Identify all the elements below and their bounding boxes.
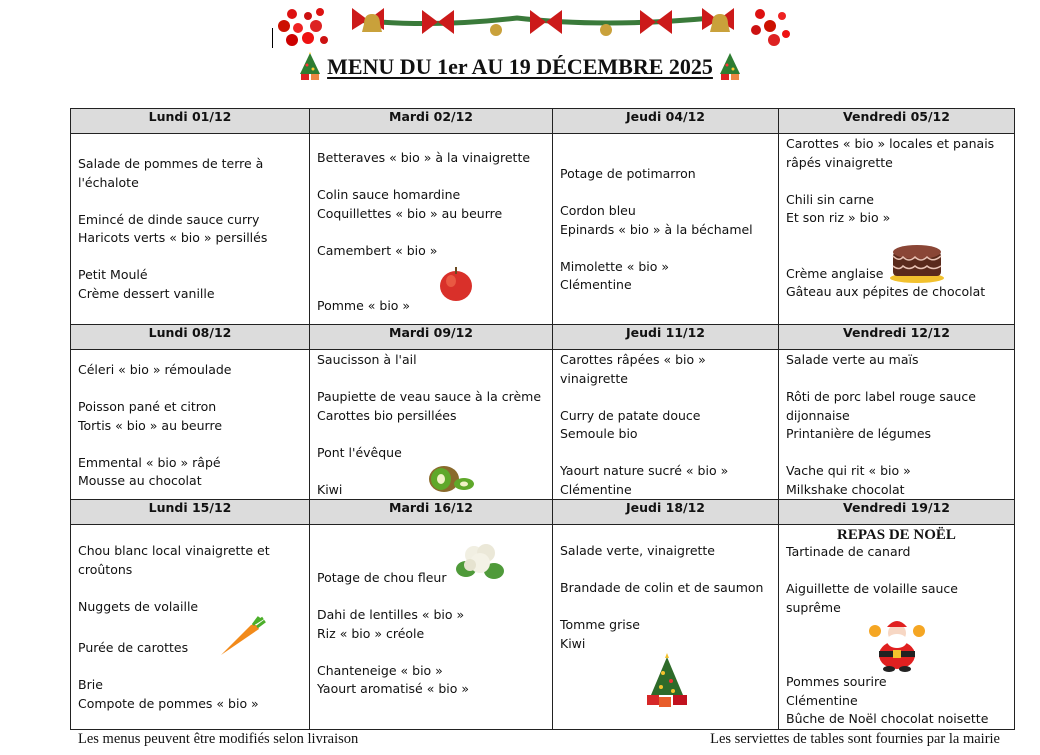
footer-note-right: Les serviettes de tables sont fournies par la mairie: [710, 731, 1000, 747]
day-header: Vendredi 12/12: [779, 325, 1015, 350]
menu-items: [560, 165, 774, 295]
menu-item: Mimolette « bio »: [560, 258, 670, 274]
menu-item: Emincé de dinde sauce curry: [78, 211, 260, 227]
day-menu-cell: [71, 525, 310, 730]
menu-item: Crème dessert vanille: [78, 285, 215, 301]
menu-item: Clémentine: [786, 692, 858, 708]
day-header: Lundi 01/12: [71, 109, 310, 134]
menu-item: Carottes bio persillées: [317, 407, 457, 423]
menu-item: Saucisson à l'ail: [317, 352, 417, 367]
kiwi-icon: [424, 464, 476, 494]
christmas-garland-decoration: [272, 0, 792, 48]
menu-item: Tomme grise: [560, 617, 640, 632]
menu-item: Pont l'évêque: [317, 444, 402, 460]
footer-note-left: Les menus peuvent être modifiés selon livraison: [78, 731, 359, 747]
menu-item: suprême: [786, 599, 841, 615]
menu-item: vinaigrette: [560, 370, 628, 386]
text-cursor: [272, 28, 273, 48]
menu-item: Gâteau aux pépites de chocolat: [786, 284, 986, 299]
day-header: Jeudi 18/12: [553, 500, 779, 525]
day-menu-cell: [553, 350, 779, 500]
menu-item: Brandade de colin et de saumon: [560, 580, 764, 595]
menu-items: [560, 542, 774, 653]
menu-item: Yaourt nature sucré « bio »: [560, 463, 729, 478]
day-menu-cell: [779, 350, 1015, 500]
menu-item: Salade verte au maïs: [786, 352, 919, 367]
day-menu-cell: [71, 350, 310, 500]
day-header: Mardi 09/12: [310, 325, 553, 350]
menu-items: [786, 351, 1010, 499]
menu-item: Camembert « bio »: [317, 242, 438, 258]
week-3-menu-row: [71, 525, 1015, 730]
menu-item: Bûche de Noël chocolat noisette: [786, 711, 989, 726]
day-menu-cell: [779, 525, 1015, 730]
week-3-header-row: [71, 500, 1015, 525]
menu-item: Salade verte, vinaigrette: [560, 543, 715, 558]
menu-items: [78, 155, 305, 303]
menu-item: Cordon bleu: [560, 203, 636, 218]
menu-item: Milkshake chocolat: [786, 481, 905, 497]
ornament-balls-right-icon: [751, 9, 790, 46]
menu-item: dijonnaise: [786, 407, 850, 423]
day-header: Jeudi 04/12: [553, 109, 779, 134]
menu-item: Tartinade de canard: [786, 544, 911, 559]
apple-icon: [438, 264, 474, 302]
menu-item: Vache qui rit « bio »: [786, 463, 911, 478]
menu-item: Céleri « bio » rémoulade: [78, 362, 232, 377]
menu-item: croûtons: [78, 561, 133, 577]
menu-item: Brie: [78, 677, 103, 692]
menu-items: [78, 361, 305, 491]
menu-item: Mousse au chocolat: [78, 473, 202, 488]
menu-item: râpés vinaigrette: [786, 154, 893, 170]
menu-item: Riz « bio » créole: [317, 625, 425, 641]
menu-item: Pomme « bio »: [317, 298, 411, 313]
menu-item: Betteraves « bio » à la vinaigrette: [317, 150, 531, 165]
day-header: Mardi 16/12: [310, 500, 553, 525]
menu-item: Nuggets de volaille: [78, 598, 199, 614]
menu-items: [317, 149, 548, 316]
menu-item: Carottes râpées « bio »: [560, 352, 706, 367]
menu-item: Clémentine: [560, 277, 632, 292]
week-2-header-row: [71, 325, 1015, 350]
menu-item: Yaourt aromatisé « bio »: [317, 681, 470, 696]
menu-item: Clémentine: [560, 481, 632, 497]
ornament-balls-left-icon: [278, 8, 328, 46]
menu-item: Tortis « bio » au beurre: [78, 417, 223, 433]
menu-item: Epinards « bio » à la béchamel: [560, 221, 753, 237]
week-1-menu-row: [71, 134, 1015, 325]
menu-item: Petit Moulé: [78, 267, 148, 282]
day-menu-cell: [310, 525, 553, 730]
christmas-tree-icon: [645, 653, 689, 709]
day-menu-cell: [310, 134, 553, 325]
day-menu-cell: [71, 134, 310, 325]
christmas-tree-icon: [298, 52, 322, 82]
menu-item: Colin sauce homardine: [317, 187, 461, 202]
menu-item: Haricots verts « bio » persillés: [78, 230, 268, 245]
christmas-meal-title: REPAS DE NOËL: [837, 527, 956, 543]
menu-items: [317, 569, 548, 699]
menu-item: Printanière de légumes: [786, 426, 932, 441]
page-title: MENU DU 1er AU 19 DÉCEMBRE 2025: [327, 54, 713, 79]
day-header: Lundi 15/12: [71, 500, 310, 525]
menu-item: Chou blanc local vinaigrette et: [78, 543, 270, 558]
menu-item: Chanteneige « bio »: [317, 662, 443, 678]
carrot-icon: [219, 615, 267, 657]
title-row: [0, 52, 1040, 82]
day-header: Lundi 08/12: [71, 325, 310, 350]
menu-item: Et son riz » bio »: [786, 210, 891, 225]
menu-item: Semoule bio: [560, 426, 638, 441]
menu-item: Purée de carottes: [78, 640, 189, 655]
day-header: Vendredi 19/12: [779, 500, 1015, 525]
week-2-menu-row: [71, 350, 1015, 500]
menu-item: Dahi de lentilles « bio »: [317, 607, 465, 622]
menu-item: Compote de pommes « bio »: [78, 695, 259, 711]
day-menu-cell: [553, 525, 779, 730]
menu-item: Aiguillette de volaille sauce: [786, 581, 958, 596]
day-menu-cell: [310, 350, 553, 500]
menu-item: Emmental « bio » râpé: [78, 454, 221, 470]
menu-item: Curry de patate douce: [560, 407, 701, 423]
menu-items: [560, 351, 774, 499]
menu-items: [78, 542, 305, 713]
cake-icon: [889, 242, 945, 284]
menu-item: Crème anglaise: [786, 265, 884, 281]
menu-item: Paupiette de veau sauce à la crème: [317, 389, 542, 404]
menu-item: Chili sin carne: [786, 191, 874, 207]
menu-item: Pommes sourire: [786, 674, 887, 689]
week-1-header-row: [71, 109, 1015, 134]
day-menu-cell: [553, 134, 779, 325]
menu-item: Kiwi: [317, 481, 343, 497]
menu-item: Poisson pané et citron: [78, 399, 217, 414]
menu-item: Potage de potimarron: [560, 166, 696, 181]
day-header: Vendredi 05/12: [779, 109, 1015, 134]
menu-table: [70, 108, 1015, 730]
christmas-tree-icon: [718, 52, 742, 82]
day-header: Jeudi 11/12: [553, 325, 779, 350]
menu-item: Salade de pommes de terre à: [78, 156, 264, 171]
menu-item: l'échalote: [78, 174, 139, 190]
day-menu-cell: [779, 134, 1015, 325]
menu-item: Coquillettes « bio » au beurre: [317, 205, 503, 221]
cauliflower-icon: [456, 539, 504, 583]
santa-claus-icon: [867, 617, 927, 673]
menu-item: Kiwi: [560, 635, 586, 651]
menu-item: Carottes « bio » locales et panais: [786, 136, 995, 151]
day-header: Mardi 02/12: [310, 109, 553, 134]
menu-item: Potage de chou fleur: [317, 570, 447, 585]
menu-item: Rôti de porc label rouge sauce: [786, 389, 976, 404]
